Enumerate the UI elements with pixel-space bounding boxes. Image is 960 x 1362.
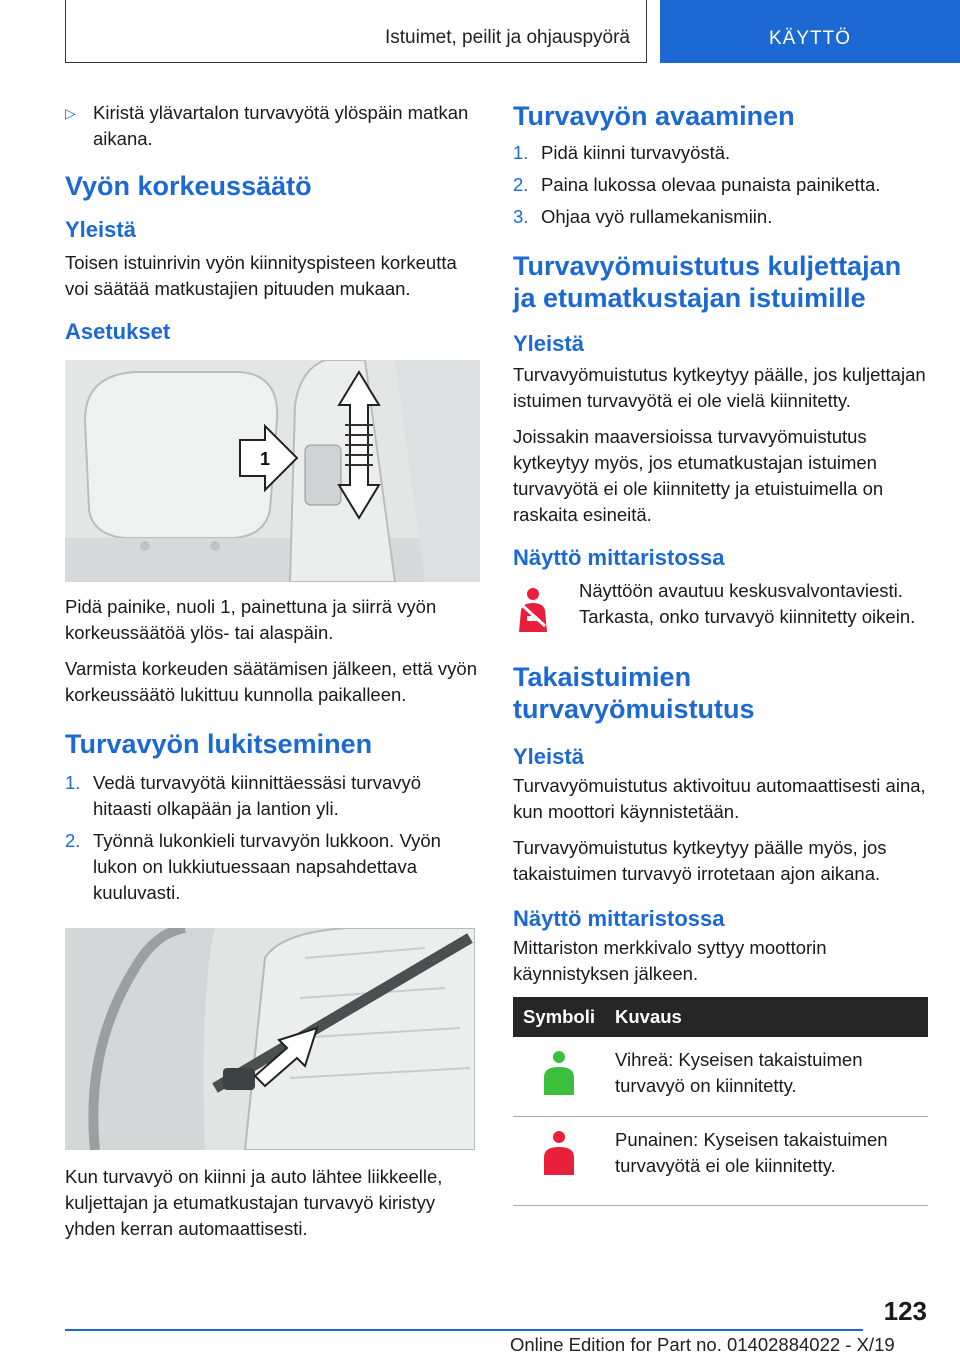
lock-step-text: Vedä turvavyötä kiinnittäessäsi turvavyö hitaasti olkapään ja lantion yli. [93,772,422,819]
header-chapter [660,0,960,63]
heading-settings: Asetukset [65,319,171,344]
rear-paragraph-1: Turvavyömuistutus aktivoituu automaattisesti aina, kun moottori käynnistetään. [513,775,926,822]
display-2-text: Mittariston merkkivalo syttyy moottorin käynnistyksen jälkeen. [513,937,827,984]
step-number: 1. [513,142,529,163]
lock-step-text: Työnnä lukonkieli turvavyön lukkoon. Vyön lukon on lukkiutuessaan napsahdettava kuuluvasti. [93,830,441,903]
belt-adjuster-figure [65,360,480,582]
intro-bullet-text: Kiristä ylävartalon turvavyötä ylöspäin matkan aikana. [93,102,469,149]
open-step-text: Ohjaa vyö rullamekanismiin. [541,206,773,227]
step-number: 2. [65,830,81,851]
right-column [513,100,928,1206]
heading-display-2: Näyttö mittaristossa [513,906,725,931]
symbol-table-header [513,997,928,1037]
edition-note: Online Edition for Part no. 01402884022 - X/19 [510,1334,895,1355]
heading-display: Näyttö mittaristossa [513,545,725,570]
open-step-3 [513,204,928,230]
open-step-text: Pidä kiinni turvavyöstä. [541,142,731,163]
heading-rear-reminder: Takaistuimien turvavyömuistutus [513,662,755,724]
page-number: 123 [883,1296,927,1326]
step-number: 1. [65,772,81,793]
reminder-paragraph-2: Joissakin maaversioissa turvavyömuistutus kytkeytyy myös, jos etumatkustajan istuimen turvavyötä ei ole kiinnitetty ja etuistuimella on raskaita esineitä. [513,426,884,525]
column-description: Kuvaus [605,997,928,1037]
table-row [513,1117,928,1206]
heading-lock: Turvavyön lukitseminen [65,729,373,759]
green-occupant-icon [513,1037,605,1117]
table-row [513,1037,928,1117]
heading-general: Yleistä [65,217,136,242]
general-text: Toisen istuinrivin vyön kiinnityspisteen korkeutta voi säätää matkustajien pituuden mukaan. [65,252,457,299]
seatbelt-warning-icon [513,578,579,639]
settings-paragraph-2: Varmista korkeuden säätämisen jälkeen, että vyön korkeussäätö lukittuu kunnolla paikalleen. [65,658,478,705]
heading-belt-height: Vyön korkeussäätö [65,171,312,201]
header-section [65,0,647,63]
step-number: 2. [513,174,529,195]
row-description: Punainen: Kyseisen takaistuimen turvavyötä ei ole kiinnitetty. [605,1117,928,1206]
open-step-1 [513,140,928,166]
step-number: 3. [513,206,529,227]
triangle-bullet-icon: ▷ [65,105,76,121]
header-chapter-title: KÄYTTÖ [768,27,851,49]
red-occupant-icon [513,1117,605,1206]
heading-reminder: Turvavyömuistutus kuljettajan ja etumatkustajan istuimille [513,251,902,313]
header-section-title: Istuimet, peilit ja ohjauspyörä [384,27,630,48]
belt-buckle-illustration [65,928,475,1150]
buckle-caption: Kun turvavyö on kiinni ja auto lähtee liikkeelle, kuljettajan ja etumatkustajan turvavyö kiristyy yhden kerran automaattisesti. [65,1166,443,1239]
reminder-paragraph-1: Turvavyömuistutus kytkeytyy päälle, jos kuljettajan istuimen turvavyötä ei ole vielä kiinnitetty. [513,364,926,411]
display-note-text: Näyttöön avautuu keskusvalvontaviesti. Tarkasta, onko turvavyö kiinnitetty oikein. [579,580,916,627]
row-description: Vihreä: Kyseisen takaistuimen turvavyö on kiinnitetty. [605,1037,928,1117]
heading-general-2: Yleistä [513,744,584,769]
heading-general: Yleistä [513,331,584,356]
symbol-table [513,997,928,1206]
belt-buckle-figure [65,928,475,1150]
display-note [513,578,928,639]
belt-height-illustration [65,360,480,582]
footer-divider [65,1329,863,1331]
intro-bullet [65,100,480,152]
lock-step-2 [65,828,480,906]
open-step-2 [513,172,928,198]
lock-step-1 [65,770,480,822]
rear-paragraph-2: Turvavyömuistutus kytkeytyy päälle myös, jos takaistuimen turvavyö irrotetaan ajon aikana. [513,837,887,884]
settings-paragraph-1: Pidä painike, nuoli 1, painettuna ja siirrä vyön korkeussäätöä ylös- tai alaspäin. [65,596,437,643]
figure-callout-1: 1 [260,449,271,469]
heading-open: Turvavyön avaaminen [513,101,795,131]
left-column [65,100,480,1252]
open-step-text: Paina lukossa olevaa punaista painiketta. [541,174,881,195]
column-symbol: Symboli [513,997,605,1037]
